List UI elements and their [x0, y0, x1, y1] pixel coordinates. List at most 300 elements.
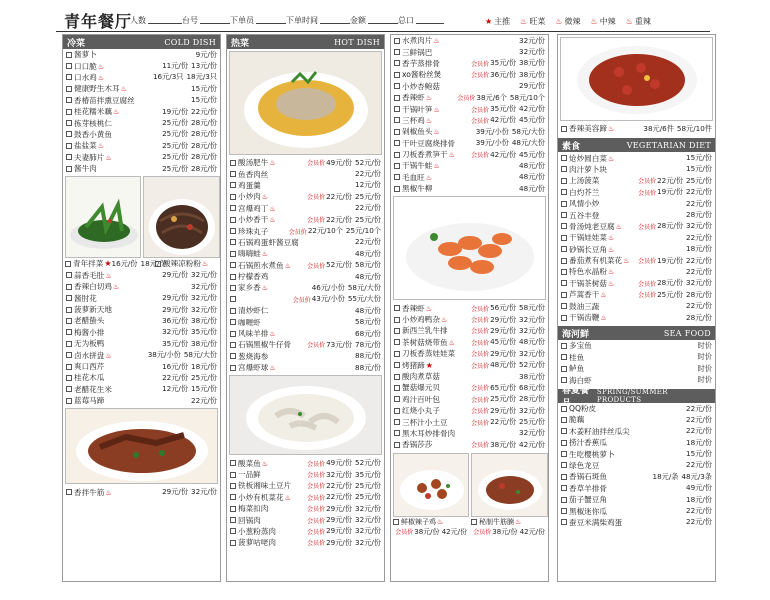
menu-item[interactable]	[227, 248, 384, 259]
menu-item-name: 桂花糯米藕♨	[74, 107, 120, 117]
member-price-label: 会员价	[473, 528, 492, 536]
menu-item[interactable]	[391, 160, 548, 171]
menu-item[interactable]	[227, 328, 384, 339]
menu-item-checkbox[interactable]	[561, 223, 567, 229]
menu-item[interactable]	[558, 255, 715, 266]
menu-item[interactable]	[558, 363, 715, 374]
menu-item[interactable]	[558, 517, 715, 528]
menu-item[interactable]	[391, 69, 548, 80]
menu-item-price-large: 38元/份	[519, 69, 545, 79]
menu-item-price: 22元/份	[686, 301, 712, 311]
menu-item-price-large: 22元/份	[686, 187, 712, 197]
menu-item-price: 49元/份	[686, 483, 712, 493]
menu-item-price-large: 32元/份	[191, 293, 217, 303]
menu-item-checkbox[interactable]	[66, 375, 72, 381]
menu-item-checkbox[interactable]	[230, 296, 236, 302]
menu-item-price: 29元/份	[326, 503, 353, 513]
menu-item[interactable]	[391, 428, 548, 439]
menu-item-checkbox[interactable]	[561, 126, 567, 132]
menu-item-checkbox[interactable]	[66, 52, 72, 58]
menu-item-checkbox[interactable]	[561, 258, 567, 264]
menu-item[interactable]	[558, 300, 715, 311]
menu-item-checkbox[interactable]	[66, 307, 72, 313]
menu-item-checkbox[interactable]	[561, 508, 567, 514]
menu-item[interactable]	[63, 49, 220, 60]
order-field-input[interactable]	[320, 15, 350, 24]
menu-item-checkbox[interactable]	[230, 506, 236, 512]
menu-item-checkbox[interactable]	[66, 63, 72, 69]
menu-item[interactable]	[227, 514, 384, 525]
menu-item-price-large: 32元/份	[686, 278, 712, 288]
menu-item[interactable]	[63, 163, 220, 174]
menu-item-checkbox[interactable]	[66, 120, 72, 126]
menu-item-checkbox[interactable]	[230, 182, 236, 188]
menu-item[interactable]	[391, 103, 548, 114]
menu-item-checkbox[interactable]	[65, 261, 71, 267]
menu-item-checkbox[interactable]	[394, 140, 400, 146]
menu-item[interactable]	[63, 327, 220, 338]
menu-item-price-large: 38元/份	[519, 58, 545, 68]
menu-item-checkbox[interactable]	[394, 317, 400, 323]
menu-item[interactable]	[558, 352, 715, 363]
menu-item[interactable]	[558, 152, 715, 163]
menu-item[interactable]	[558, 312, 715, 323]
menu-item-checkbox[interactable]	[66, 166, 72, 172]
menu-item-name: 生吃樱桃萝卜	[569, 449, 615, 459]
menu-item-checkbox[interactable]	[394, 430, 400, 436]
menu-item-name: 蒜香毛肚♨	[74, 270, 112, 280]
menu-item-checkbox[interactable]	[66, 143, 72, 149]
menu-item[interactable]	[227, 180, 384, 191]
menu-item-checkbox[interactable]	[394, 305, 400, 311]
menu-item-checkbox[interactable]	[66, 74, 72, 80]
menu-item-name: 宫爆鸡丁♨	[238, 203, 276, 213]
menu-item-price-large: 58元/10件	[676, 123, 712, 133]
menu-item[interactable]	[558, 403, 715, 414]
photo-caption[interactable]	[153, 258, 219, 269]
order-field-input[interactable]	[148, 15, 182, 24]
menu-item-checkbox[interactable]	[230, 239, 236, 245]
menu-item[interactable]	[63, 95, 220, 106]
menu-item-checkbox[interactable]	[561, 440, 567, 446]
menu-item-price: 38元/份	[414, 527, 440, 536]
menu-item[interactable]	[227, 214, 384, 225]
menu-item-checkbox[interactable]	[561, 354, 567, 360]
menu-item[interactable]	[558, 187, 715, 198]
menu-item[interactable]	[391, 405, 548, 416]
photo-caption[interactable]	[63, 486, 220, 497]
menu-item-checkbox[interactable]	[66, 272, 72, 278]
menu-item-checkbox[interactable]	[394, 163, 400, 169]
menu-item-checkbox[interactable]	[230, 205, 236, 211]
menu-item[interactable]	[558, 278, 715, 289]
menu-item-checkbox[interactable]	[230, 483, 236, 489]
menu-item-checkbox[interactable]	[394, 385, 400, 391]
menu-item-checkbox[interactable]	[561, 417, 567, 423]
menu-item-checkbox[interactable]	[66, 131, 72, 137]
menu-item-checkbox[interactable]	[561, 315, 567, 321]
menu-item[interactable]	[391, 58, 548, 69]
menu-item-checkbox[interactable]	[230, 262, 236, 268]
menu-item[interactable]	[558, 483, 715, 494]
menu-item[interactable]	[63, 152, 220, 163]
chili-icon: ♨	[590, 17, 598, 26]
menu-item[interactable]	[63, 129, 220, 140]
menu-item[interactable]	[227, 203, 384, 214]
menu-item-checkbox[interactable]	[561, 212, 567, 218]
menu-item[interactable]	[391, 371, 548, 382]
menu-item-checkbox[interactable]	[394, 117, 400, 123]
menu-item-checkbox[interactable]	[561, 474, 567, 480]
menu-item-price: 25元/份	[162, 152, 189, 162]
menu-item[interactable]	[391, 359, 548, 370]
section-header-spring: 春夏餐品 SPRING/SUMMER PRODUCTS	[558, 389, 715, 403]
menu-item[interactable]	[227, 191, 384, 202]
menu-item-checkbox[interactable]	[394, 72, 400, 78]
order-field-label: 人数	[130, 16, 146, 25]
menu-item[interactable]	[558, 414, 715, 425]
menu-item-name: 口水鸡♨	[74, 72, 105, 82]
menu-item-checkbox[interactable]	[394, 442, 400, 448]
menu-item[interactable]	[63, 349, 220, 360]
menu-item-name: 小炒杏鲍菇	[402, 81, 440, 91]
menu-item[interactable]	[227, 225, 384, 236]
menu-item[interactable]	[227, 271, 384, 282]
menu-item[interactable]	[63, 395, 220, 406]
menu-item[interactable]	[391, 46, 548, 57]
menu-item-checkbox[interactable]	[561, 269, 567, 275]
menu-item[interactable]	[391, 92, 548, 103]
menu-item-checkbox[interactable]	[394, 396, 400, 402]
menu-item-checkbox[interactable]	[561, 292, 567, 298]
menu-item-checkbox[interactable]	[393, 519, 399, 525]
menu-item-checkbox[interactable]	[561, 166, 567, 172]
menu-item[interactable]	[227, 457, 384, 468]
menu-item[interactable]	[63, 106, 220, 117]
menu-item-checkbox[interactable]	[561, 451, 567, 457]
menu-item[interactable]	[63, 60, 220, 71]
menu-item-checkbox[interactable]	[66, 386, 72, 392]
menu-item[interactable]	[63, 83, 220, 94]
member-price-label: 会员价	[307, 217, 326, 225]
menu-item[interactable]	[63, 270, 220, 281]
menu-item[interactable]	[558, 289, 715, 300]
menu-item-checkbox[interactable]	[230, 342, 236, 348]
menu-item[interactable]	[391, 138, 548, 149]
menu-item-checkbox[interactable]	[230, 194, 236, 200]
menu-item[interactable]	[558, 266, 715, 277]
member-price-label: 会员价	[471, 408, 490, 416]
menu-item[interactable]	[63, 315, 220, 326]
menu-item[interactable]	[391, 126, 548, 137]
menu-item[interactable]	[63, 384, 220, 395]
menu-item-checkbox[interactable]	[66, 97, 72, 103]
menu-item-name: 砂锅长豆角♨	[569, 244, 615, 254]
chili-icon: ♨	[425, 173, 433, 182]
menu-item-name: 爽口西芹	[74, 362, 105, 371]
menu-item[interactable]	[558, 471, 715, 482]
menu-item-price-large: 25元/份	[355, 492, 381, 502]
menu-item-checkbox[interactable]	[561, 189, 567, 195]
menu-item[interactable]	[558, 505, 715, 516]
menu-item[interactable]	[558, 448, 715, 459]
menu-item[interactable]	[558, 437, 715, 448]
menu-item[interactable]	[558, 340, 715, 351]
menu-item-checkbox[interactable]	[230, 331, 236, 337]
menu-item-checkbox[interactable]	[561, 303, 567, 309]
menu-item-checkbox[interactable]	[230, 540, 236, 546]
menu-item[interactable]	[63, 117, 220, 128]
menu-item[interactable]	[391, 439, 548, 450]
chili-icon: ♨	[615, 222, 622, 231]
menu-item-checkbox[interactable]	[66, 364, 72, 370]
menu-item[interactable]	[391, 337, 548, 348]
menu-item-checkbox[interactable]	[66, 284, 72, 290]
menu-item[interactable]	[558, 175, 715, 186]
menu-item-checkbox[interactable]	[394, 83, 400, 89]
menu-item[interactable]	[391, 35, 548, 46]
menu-item-checkbox[interactable]	[561, 406, 567, 412]
menu-item-checkbox[interactable]	[230, 251, 236, 257]
menu-item[interactable]	[391, 416, 548, 427]
menu-item[interactable]	[227, 503, 384, 514]
menu-item[interactable]	[558, 221, 715, 232]
menu-item[interactable]	[227, 339, 384, 350]
menu-item[interactable]	[227, 237, 384, 248]
menu-item[interactable]	[227, 526, 384, 537]
menu-item[interactable]	[558, 244, 715, 255]
menu-item-price: 46元/小份	[311, 282, 345, 292]
menu-item-checkbox[interactable]	[394, 106, 400, 112]
menu-item-checkbox[interactable]	[561, 155, 567, 161]
menu-item-checkbox[interactable]	[230, 274, 236, 280]
menu-item-checkbox[interactable]	[394, 95, 400, 101]
menu-item-checkbox[interactable]	[230, 319, 236, 325]
order-field-input[interactable]	[256, 15, 286, 24]
menu-item-price: 16元/份	[162, 361, 189, 371]
menu-item[interactable]	[227, 157, 384, 168]
menu-item[interactable]	[391, 149, 548, 160]
chili-icon: ♨	[600, 314, 607, 323]
menu-item-price: 38元/份	[492, 527, 518, 536]
menu-item-checkbox[interactable]	[66, 489, 72, 495]
menu-item-checkbox[interactable]	[394, 362, 400, 368]
menu-item[interactable]	[558, 232, 715, 243]
menu-item-price-large: 18元/3只	[186, 72, 217, 82]
menu-item-checkbox[interactable]	[66, 86, 72, 92]
menu-item-checkbox[interactable]	[230, 472, 236, 478]
menu-item[interactable]	[227, 492, 384, 503]
menu-item[interactable]	[558, 209, 715, 220]
menu-item[interactable]	[63, 304, 220, 315]
menu-item-checkbox[interactable]	[561, 428, 567, 434]
member-price-label: 会员价	[457, 95, 476, 103]
menu-item-checkbox[interactable]	[230, 494, 236, 500]
menu-item-price-large: 58元/大份	[183, 350, 217, 360]
menu-item-checkbox[interactable]	[66, 398, 72, 404]
order-field-input[interactable]	[200, 15, 230, 24]
menu-item-checkbox[interactable]	[394, 152, 400, 158]
order-fields	[130, 15, 444, 26]
menu-item-checkbox[interactable]	[66, 341, 72, 347]
menu-item-checkbox[interactable]	[230, 308, 236, 314]
menu-item[interactable]	[391, 394, 548, 405]
menu-item-checkbox[interactable]	[394, 328, 400, 334]
member-price-label: 会员价	[307, 160, 326, 168]
menu-item[interactable]	[227, 316, 384, 327]
photo-caption[interactable]	[469, 517, 547, 537]
menu-item-checkbox[interactable]	[230, 353, 236, 359]
menu-item-checkbox[interactable]	[394, 49, 400, 55]
menu-item[interactable]	[227, 282, 384, 293]
menu-item[interactable]	[227, 469, 384, 480]
chili-icon: ♨	[607, 245, 615, 254]
menu-item[interactable]	[391, 81, 548, 92]
menu-item-checkbox[interactable]	[230, 228, 236, 234]
menu-item-name: 酸辣凉粉粉♨	[163, 259, 209, 269]
menu-item-checkbox[interactable]	[561, 246, 567, 252]
menu-item-checkbox[interactable]	[66, 295, 72, 301]
menu-item[interactable]	[391, 183, 548, 194]
menu-item[interactable]	[227, 362, 384, 373]
menu-item[interactable]	[63, 372, 220, 383]
chili-icon: ♨	[97, 142, 105, 151]
menu-item-checkbox[interactable]	[394, 38, 400, 44]
member-price-label: 会员价	[307, 194, 326, 202]
menu-item-checkbox[interactable]	[561, 462, 567, 468]
menu-item-name: 小炒香干♨	[238, 215, 276, 225]
menu-item-price: 9元/份	[195, 49, 217, 59]
menu-item[interactable]	[227, 305, 384, 316]
menu-item-price: 15元/份	[191, 95, 217, 105]
menu-item-price: 49元/份	[326, 157, 353, 167]
menu-item-checkbox[interactable]	[394, 339, 400, 345]
menu-item-price-large: 55元/大份	[347, 294, 381, 304]
menu-item-name: 口口脆♨	[74, 61, 105, 71]
menu-item[interactable]	[391, 115, 548, 126]
menu-item-checkbox[interactable]	[66, 329, 72, 335]
menu-item[interactable]	[63, 292, 220, 303]
menu-item-price-large: 52元/份	[355, 458, 381, 468]
menu-item-name: 珍珠丸子	[238, 226, 269, 236]
member-price-label: 会员价	[307, 494, 326, 502]
menu-item-checkbox[interactable]	[561, 343, 567, 349]
menu-item[interactable]	[63, 338, 220, 349]
chili-icon: ♨	[600, 291, 607, 300]
photo-caption[interactable]	[558, 123, 715, 134]
menu-item[interactable]	[227, 537, 384, 548]
menu-item[interactable]	[63, 361, 220, 372]
menu-item[interactable]	[63, 281, 220, 292]
menu-item-checkbox[interactable]	[561, 178, 567, 184]
menu-item[interactable]	[227, 168, 384, 179]
cold-photo-captions	[63, 258, 220, 269]
menu-item-price: 28元/份	[686, 312, 712, 322]
member-price-label: 会员价	[292, 296, 311, 304]
menu-item[interactable]	[63, 72, 220, 83]
menu-item-name: 铁板湘味土豆片	[238, 481, 292, 491]
menu-item[interactable]	[391, 314, 548, 325]
chili-icon: ♨	[105, 488, 112, 497]
menu-item-checkbox[interactable]	[230, 528, 236, 534]
menu-item-checkbox[interactable]	[394, 351, 400, 357]
menu-item-checkbox[interactable]	[394, 186, 400, 192]
menu-item-checkbox[interactable]	[66, 154, 72, 160]
menu-item[interactable]	[558, 426, 715, 437]
menu-item[interactable]	[391, 348, 548, 359]
photo-caption[interactable]	[63, 258, 167, 269]
menu-item-checkbox[interactable]	[561, 235, 567, 241]
menu-item[interactable]	[227, 351, 384, 362]
menu-item[interactable]	[391, 382, 548, 393]
menu-item[interactable]	[227, 294, 384, 305]
menu-item-checkbox[interactable]	[394, 419, 400, 425]
menu-item-checkbox[interactable]	[230, 171, 236, 177]
menu-item-price: 48元/份	[490, 360, 517, 370]
order-field-input[interactable]	[416, 15, 444, 24]
menu-item-name: xo酱粉丝煲	[402, 70, 442, 80]
menu-item-price: 28元/份	[657, 221, 684, 231]
menu-item-price: 29元/份	[490, 405, 517, 415]
order-field-label: 金额	[350, 16, 366, 25]
menu-item[interactable]	[558, 198, 715, 209]
menu-item-checkbox[interactable]	[394, 408, 400, 414]
menu-item[interactable]	[227, 260, 384, 271]
menu-item-checkbox[interactable]	[561, 519, 567, 525]
chili-icon: ♨	[97, 73, 105, 82]
menu-item-checkbox[interactable]	[394, 374, 400, 380]
menu-item-checkbox[interactable]	[561, 485, 567, 491]
dish-photo-beef-tendon	[65, 408, 218, 484]
menu-item-checkbox[interactable]	[230, 517, 236, 523]
menu-item-checkbox[interactable]	[66, 352, 72, 358]
menu-item-checkbox[interactable]	[66, 318, 72, 324]
menu-item-checkbox[interactable]	[230, 160, 236, 166]
menu-item-name: 捞汁香蕉瓜	[569, 438, 607, 448]
order-field-input[interactable]	[368, 15, 398, 24]
menu-item-name: 桂花木瓜	[74, 373, 105, 383]
menu-item-checkbox[interactable]	[155, 261, 161, 267]
column-hot-continued	[390, 34, 549, 582]
menu-item[interactable]	[558, 460, 715, 471]
menu-item-checkbox[interactable]	[230, 285, 236, 291]
menu-item-name: 鼓香小黄鱼	[74, 129, 112, 139]
photo-caption[interactable]	[391, 517, 469, 537]
menu-item[interactable]	[227, 480, 384, 491]
menu-item-name: 香辣美容蹄♨	[569, 124, 615, 134]
menu-item-price: 25元/份	[162, 118, 189, 128]
menu-item-checkbox[interactable]	[394, 174, 400, 180]
menu-item-checkbox[interactable]	[561, 497, 567, 503]
menu-item-checkbox[interactable]	[394, 129, 400, 135]
menu-item-checkbox[interactable]	[230, 460, 236, 466]
menu-item-checkbox[interactable]	[230, 217, 236, 223]
menu-item-checkbox[interactable]	[561, 366, 567, 372]
menu-item-checkbox[interactable]	[66, 109, 72, 115]
menu-item[interactable]	[391, 325, 548, 336]
menu-item-checkbox[interactable]	[471, 519, 477, 525]
menu-item-checkbox[interactable]	[561, 201, 567, 207]
menu-item-checkbox[interactable]	[394, 60, 400, 66]
menu-item[interactable]	[391, 172, 548, 183]
menu-item-checkbox[interactable]	[561, 280, 567, 286]
menu-item[interactable]	[558, 494, 715, 505]
menu-item[interactable]	[391, 302, 548, 313]
menu-item[interactable]	[558, 164, 715, 175]
menu-item[interactable]	[63, 140, 220, 151]
header-divider	[56, 31, 710, 32]
menu-item-checkbox[interactable]	[230, 365, 236, 371]
